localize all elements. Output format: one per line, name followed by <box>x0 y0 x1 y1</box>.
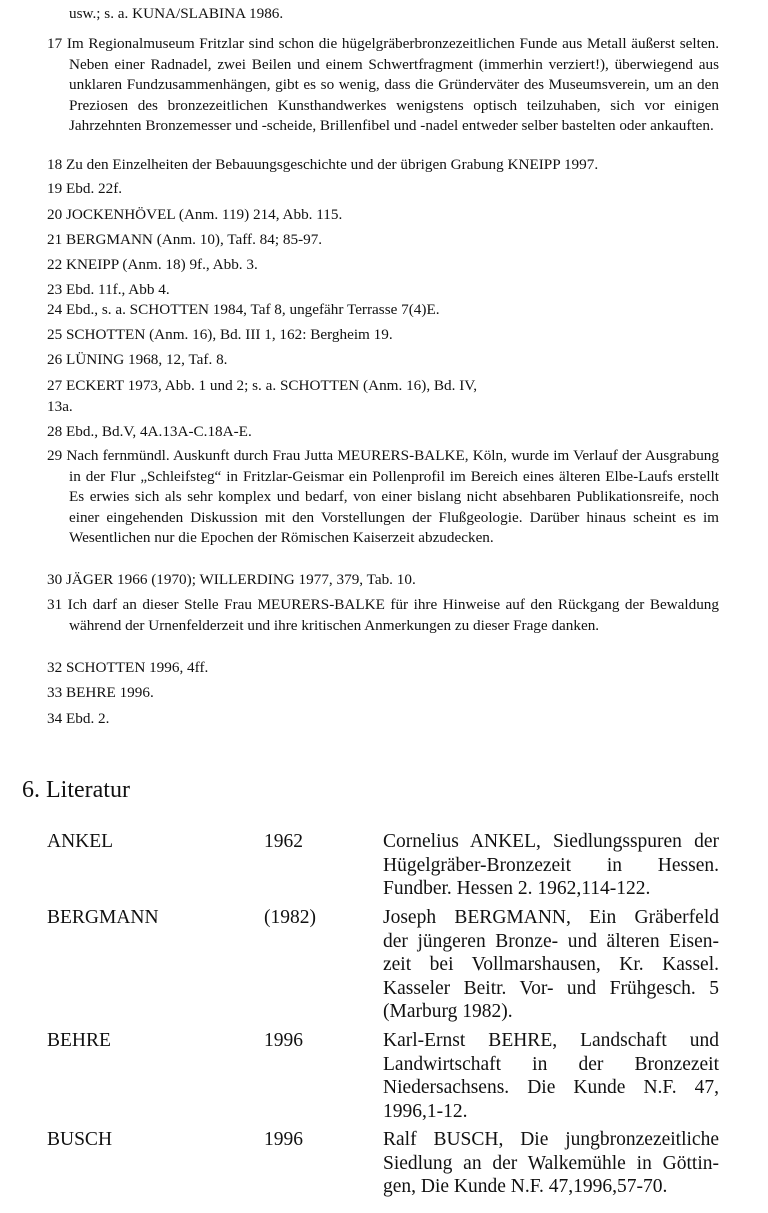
literature-line: zeit bei Vollmarshausen, Kr. Kassel. <box>383 954 719 975</box>
literature-line: gen, Die Kunde N.F. 47,1996,57-70. <box>383 1176 668 1197</box>
footnote-30: 30 JÄGER 1966 (1970); WILLERDING 1977, 379, Tab. 10. <box>47 571 416 588</box>
footnote-31: 31 Ich darf an dieser Stelle Frau MEURERS-BALKE für ihre Hinweise auf den Rückgang der Bewaldung während der Urnenfelderzeit und ihre kritischen Anmerkungen zu dieser Frage danken. <box>47 596 719 634</box>
footnote-16-continuation: usw.; s. a. KUNA/SLABINA 1986. <box>69 5 284 22</box>
footnote-21: 21 BERGMANN (Anm. 10), Taff. 84; 85-97. <box>47 231 323 248</box>
literature-line: Joseph BERGMANN, Ein Gräberfeld <box>383 907 719 928</box>
literature-year: (1982) <box>264 907 316 928</box>
footnote-28: 28 Ebd., Bd.V, 4A.13A-C.18A-E. <box>47 423 252 440</box>
literature-key: ANKEL <box>47 831 114 852</box>
literature-line: Karl-Ernst BEHRE, Landschaft und <box>383 1030 719 1051</box>
footnote-26: 26 LÜNING 1968, 12, Taf. 8. <box>47 351 228 368</box>
footnote-33: 33 BEHRE 1996. <box>47 684 154 701</box>
literature-reference <box>383 830 719 901</box>
footnote-19: 19 Ebd. 22f. <box>47 180 123 197</box>
footnote-17: 17 Im Regionalmuseum Fritzlar sind schon die hügelgräberbronzezeitlichen Funde aus Metall äußerst selten. Neben einer Radnadel, zwei Beilen und einem Schwertfragment (immerhin verziert!), überwiegend aus unklaren Fundzusammenhängen, gibt es so wenig, dass die Gründerväter des Museumsverein, um an den Preziosen des bronzezeitlichen Kunsthandwerkes wenigstens optisch teilzuhaben, sich vor einigen Jahrzehnten Bronzemesser und -scheide, Brillenfibel und -nadel entweder selber bastelten oder ankauften. <box>47 35 719 134</box>
literature-reference <box>383 906 719 1024</box>
literature-reference <box>383 1029 719 1123</box>
literature-line: Cornelius ANKEL, Siedlungsspuren der <box>383 831 719 852</box>
literature-line: Niedersachsens. Die Kunde N.F. 47, <box>383 1077 719 1098</box>
footnote-32: 32 SCHOTTEN 1996, 4ff. <box>47 659 209 676</box>
literature-line: 1996,1-12. <box>383 1100 468 1122</box>
literature-line: Kasseler Beitr. Vor- und Frühgesch. 5 <box>383 977 719 999</box>
section-heading: 6. Literatur <box>22 777 130 803</box>
footnote-20: 20 JOCKENHÖVEL (Anm. 119) 214, Abb. 115. <box>47 206 343 223</box>
literature-line: Siedlung an der Walkemühle in Göttin- <box>383 1152 719 1174</box>
literature-year: 1996 <box>264 1030 303 1051</box>
literature-year: 1996 <box>264 1129 303 1150</box>
footnote-18: 18 Zu den Einzelheiten der Bebauungsgeschichte und der übrigen Grabung KNEIPP 1997. <box>47 156 599 173</box>
literature-key: BERGMANN <box>47 907 159 928</box>
footnote-27: 27 ECKERT 1973, Abb. 1 und 2; s. a. SCHOTTEN (Anm. 16), Bd. IV, <box>47 377 478 394</box>
footnote-25: 25 SCHOTTEN (Anm. 16), Bd. III 1, 162: Bergheim 19. <box>47 326 393 343</box>
footnote-27-continuation: 13a. <box>47 398 73 415</box>
literature-line: (Marburg 1982). <box>383 1001 513 1022</box>
footnote-22: 22 KNEIPP (Anm. 18) 9f., Abb. 3. <box>47 256 258 273</box>
footnote-29: 29 Nach fernmündl. Auskunft durch Frau Jutta MEURERS-BALKE, Köln, wurde im Verlauf der Ausgrabung in der Flur „Schleifsteg“ in Fritzlar-Geismar ein Pollenprofil im Bereich eines älteren Elbe-Laufs erstellt Es erwies sich als sehr komplex und bedarf, von einer bislang nicht absehbaren Publikationsreife, noch einer eingehenden Diskussion mit den Vorstellungen der Flußgeologie. Darüber hinaus scheint es im Wesentlichen nur die Epochen der Römischen Kaiserzeit abzudecken. <box>47 447 719 546</box>
literature-line: Ralf BUSCH, Die jungbronzezeitliche <box>383 1129 719 1150</box>
literature-year: 1962 <box>264 831 303 852</box>
footnote-34: 34 Ebd. 2. <box>47 710 110 727</box>
literature-reference <box>383 1128 719 1199</box>
literature-key: BEHRE <box>47 1030 111 1051</box>
footnote-23: 23 Ebd. 11f., Abb 4. <box>47 281 170 298</box>
literature-line: Hügelgräber-Bronzezeit in Hessen. <box>383 854 719 876</box>
literature-line: der jüngeren Bronze- und älteren Eisen- <box>383 930 719 952</box>
footnote-24: 24 Ebd., s. a. SCHOTTEN 1984, Taf 8, ungefähr Terrasse 7(4)E. <box>47 301 440 318</box>
literature-line: Fundber. Hessen 2. 1962,114-122. <box>383 878 651 899</box>
literature-line: Landwirtschaft in der Bronzezeit <box>383 1053 719 1075</box>
literature-key: BUSCH <box>47 1129 113 1150</box>
